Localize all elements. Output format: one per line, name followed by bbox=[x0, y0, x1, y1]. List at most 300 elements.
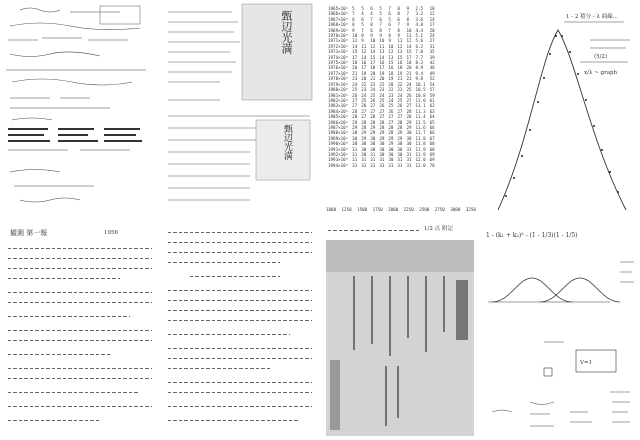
table-cell: 31 bbox=[352, 157, 358, 163]
table-cell: 25 bbox=[397, 97, 403, 103]
table-cell: 30 bbox=[388, 151, 394, 157]
table-cell: 63 bbox=[429, 108, 435, 114]
table-cell: 39 bbox=[429, 54, 435, 60]
table-cell: 30 bbox=[397, 151, 403, 157]
row-label: 1969×10³ bbox=[328, 27, 349, 33]
table-cell: 28 bbox=[379, 124, 385, 130]
table-cell: 29 bbox=[361, 130, 367, 136]
table-cell: 31 bbox=[352, 146, 358, 152]
table-cell: 16 bbox=[388, 65, 394, 71]
table-cell: 26 bbox=[388, 108, 394, 114]
table-cell: 62 bbox=[429, 103, 435, 109]
table-cell: 25 bbox=[352, 87, 358, 93]
table-cell: 11 bbox=[406, 33, 412, 39]
table-cell: 24 bbox=[429, 33, 435, 39]
table-cell: 10.8 bbox=[415, 92, 426, 98]
table-cell: 27 bbox=[352, 97, 358, 103]
table-cell: 59 bbox=[429, 92, 435, 98]
table-cell: 27 bbox=[397, 114, 403, 120]
table-cell: 5 bbox=[379, 6, 382, 11]
table-row bbox=[326, 49, 437, 54]
table-cell: 25 bbox=[361, 97, 367, 103]
table-cell: 5 bbox=[388, 16, 391, 22]
table-cell: 31 bbox=[406, 157, 412, 163]
footer-cell: 2750 bbox=[434, 207, 445, 212]
table-cell: 11.9 bbox=[415, 146, 426, 152]
table-cell: 46 bbox=[429, 65, 435, 71]
table-cell: 31 bbox=[379, 162, 385, 168]
row-label: 1974×10³ bbox=[328, 54, 349, 60]
table-cell: 20 bbox=[388, 81, 394, 87]
top-formula: 1 - (k₁ + k₂)² - (1 - 1/3)(1 - 1/5) bbox=[486, 232, 578, 239]
row-label: 1988×10³ bbox=[328, 130, 349, 136]
table-cell: 29 bbox=[397, 135, 403, 141]
boxed-label: V=1 bbox=[580, 360, 593, 366]
table-row bbox=[326, 76, 437, 81]
table-cell: 21 bbox=[370, 76, 376, 82]
row-label: 1968×10³ bbox=[328, 22, 349, 28]
table-cell: 4 bbox=[370, 11, 373, 17]
table-cell: 30 bbox=[361, 151, 367, 157]
table-cell: 31 bbox=[352, 162, 358, 168]
table-cell: 22 bbox=[388, 87, 394, 93]
table-cell: 19 bbox=[361, 70, 367, 76]
row-label: 1989×10³ bbox=[328, 135, 349, 141]
table-cell: 8 bbox=[397, 6, 400, 11]
data-table bbox=[326, 6, 437, 168]
table-cell: 27 bbox=[352, 103, 358, 109]
table-cell: 11 bbox=[379, 43, 385, 49]
letter-lines bbox=[160, 0, 320, 218]
table-cell: 23 bbox=[379, 87, 385, 93]
table-cell: 7 bbox=[361, 27, 364, 33]
table-cell: 70 bbox=[429, 162, 435, 168]
table-cell: 6 bbox=[388, 22, 391, 28]
table-cell: 7 bbox=[370, 16, 373, 22]
table-cell: 16 bbox=[397, 60, 403, 66]
table-cell: 4 bbox=[361, 11, 364, 17]
table-cell: 29 bbox=[388, 141, 394, 147]
table-cell: 15 bbox=[397, 54, 403, 60]
table-cell: 30 bbox=[370, 141, 376, 147]
table-cell: 20 bbox=[352, 65, 358, 71]
table-cell: 19 bbox=[388, 76, 394, 82]
table-cell: 11.4 bbox=[415, 114, 426, 120]
row-label: 1982×10³ bbox=[328, 97, 349, 103]
page-thumbnail-1 bbox=[0, 0, 160, 218]
table-cell: 4.0 bbox=[415, 22, 424, 28]
table-cell: 23 bbox=[370, 81, 376, 87]
table-cell: 15 bbox=[352, 49, 358, 55]
table-cell: 29 bbox=[370, 124, 376, 130]
table-cell: 9 bbox=[361, 38, 364, 44]
table-cell: 21 bbox=[397, 76, 403, 82]
table-cell: 6.2 bbox=[415, 43, 424, 49]
table-cell: 11.0 bbox=[415, 97, 426, 103]
table-cell: 28 bbox=[397, 119, 403, 125]
table-cell: 7 bbox=[397, 22, 400, 28]
row-label: 1977×10³ bbox=[328, 70, 349, 76]
table-cell: 13 bbox=[379, 49, 385, 55]
table-cell: 22 bbox=[397, 81, 403, 87]
table-cell: 5 bbox=[352, 6, 355, 11]
table-cell: 9.8 bbox=[415, 76, 424, 82]
footer-cell: 2000 bbox=[388, 207, 399, 212]
table-cell: 12 bbox=[361, 49, 367, 55]
table-cell: 9.4 bbox=[415, 70, 424, 76]
table-cell: 12 bbox=[397, 43, 403, 49]
table-cell: 6 bbox=[397, 16, 400, 22]
table-cell: 3.2 bbox=[415, 11, 424, 17]
table-cell: 9 bbox=[406, 6, 409, 11]
table-cell: 13 bbox=[397, 49, 403, 55]
footer-cell: 1250 bbox=[341, 207, 352, 212]
table-cell: 26 bbox=[352, 92, 358, 98]
table-cell: 67 bbox=[429, 135, 435, 141]
table-cell: 30 bbox=[370, 146, 376, 152]
table-cell: 8 bbox=[397, 27, 400, 33]
table-cell: 20 bbox=[429, 27, 435, 33]
table-cell: 10 bbox=[429, 6, 435, 11]
row-label: 1970×10³ bbox=[328, 33, 349, 39]
table-cell: 11.6 bbox=[415, 124, 426, 130]
table-row bbox=[326, 163, 437, 168]
table-cell: 20 bbox=[370, 70, 376, 76]
page-thumbnail-7 bbox=[320, 222, 480, 440]
table-cell: 28 bbox=[388, 130, 394, 136]
row-label: 1971×10³ bbox=[328, 38, 349, 44]
table-cell: 11 bbox=[397, 38, 403, 44]
stamp-name-col2: 甄辺光満 bbox=[282, 124, 292, 160]
table-cell: 7 bbox=[379, 22, 382, 28]
table-cell: 12.0 bbox=[415, 157, 426, 163]
table-cell: 26 bbox=[361, 103, 367, 109]
table-cell: 15 bbox=[388, 60, 394, 66]
table-cell: 22 bbox=[361, 81, 367, 87]
table-cell: 69 bbox=[429, 151, 435, 157]
table-cell: 8 bbox=[379, 27, 382, 33]
table-cell: 10 bbox=[370, 38, 376, 44]
table-cell: 30 bbox=[379, 146, 385, 152]
table-cell: 7 bbox=[352, 11, 355, 17]
table-cell: 30 bbox=[388, 146, 394, 152]
table-cell: 27 bbox=[361, 108, 367, 114]
table-row bbox=[326, 157, 437, 162]
table-cell: 30 bbox=[379, 141, 385, 147]
row-label: 1984×10³ bbox=[328, 108, 349, 114]
table-cell: 19 bbox=[397, 70, 403, 76]
footer-cell: 2250 bbox=[403, 207, 414, 212]
table-cell: 28 bbox=[352, 114, 358, 120]
table-cell: 17 bbox=[361, 65, 367, 71]
table-cell: 25 bbox=[379, 97, 385, 103]
table-cell: 31 bbox=[370, 162, 376, 168]
table-cell: 28 bbox=[370, 119, 376, 125]
table-cell: 28 bbox=[406, 114, 412, 120]
table-cell: 30 bbox=[388, 157, 394, 163]
table-cell: 8 bbox=[388, 33, 391, 39]
table-cell: 26 bbox=[379, 103, 385, 109]
table-cell: 66 bbox=[429, 130, 435, 136]
curve-annotation-1: 1 - 2 積分 - λ 曲線... bbox=[566, 14, 618, 20]
table-cell: 27 bbox=[429, 38, 435, 44]
table-cell: 21 bbox=[352, 70, 358, 76]
footer-cell: 1500 bbox=[357, 207, 368, 212]
table-cell: 27 bbox=[397, 108, 403, 114]
table-cell: 42 bbox=[429, 60, 435, 66]
table-cell: 27 bbox=[379, 114, 385, 120]
table-cell: 14 bbox=[379, 54, 385, 60]
row-label: 1975×10³ bbox=[328, 60, 349, 66]
bell-curve-plot bbox=[480, 0, 640, 218]
table-cell: 64 bbox=[429, 114, 435, 120]
table-cell: 27 bbox=[370, 103, 376, 109]
table-cell: 31 bbox=[406, 151, 412, 157]
table-cell: 7 bbox=[388, 27, 391, 33]
table-cell: 17 bbox=[370, 60, 376, 66]
table-cell: 18 bbox=[388, 70, 394, 76]
row-label: 1992×10³ bbox=[328, 151, 349, 157]
twin-curve-sketch bbox=[480, 222, 640, 440]
row-label: 1980×10³ bbox=[328, 87, 349, 93]
table-cell: 14 bbox=[406, 43, 412, 49]
table-cell: 9 bbox=[406, 22, 409, 28]
table-cell: 28 bbox=[388, 124, 394, 130]
table-cell: 18 bbox=[406, 60, 412, 66]
table-cell: 5 bbox=[361, 22, 364, 28]
table-cell: 27 bbox=[388, 114, 394, 120]
table-cell: 28 bbox=[361, 119, 367, 125]
table-row bbox=[326, 114, 437, 119]
table-cell: 11.5 bbox=[415, 119, 426, 125]
table-row bbox=[326, 130, 437, 135]
table-cell: 28 bbox=[379, 119, 385, 125]
table-cell: 27 bbox=[370, 108, 376, 114]
table-cell: 10 bbox=[352, 33, 358, 39]
row-label: 1986×10³ bbox=[328, 119, 349, 125]
table-cell: 6 bbox=[388, 11, 391, 17]
row-label: 1994×10³ bbox=[328, 162, 349, 168]
table-cell: 30 bbox=[361, 141, 367, 147]
table-cell: 12 bbox=[388, 49, 394, 55]
table-cell: 31 bbox=[388, 162, 394, 168]
curve-annotation-3: x/λ ~ graph bbox=[584, 70, 618, 76]
table-cell: 30 bbox=[370, 135, 376, 141]
table-cell: 29 bbox=[379, 135, 385, 141]
table-cell: 17 bbox=[379, 65, 385, 71]
table-cell: 26 bbox=[370, 97, 376, 103]
table-cell: 29 bbox=[406, 119, 412, 125]
table-cell: 30 bbox=[352, 135, 358, 141]
page-right-title: 1/2 点 附記 bbox=[424, 226, 453, 232]
table-cell: 6 bbox=[361, 16, 364, 22]
table-cell: 6 bbox=[370, 27, 373, 33]
table-cell: 49 bbox=[429, 70, 435, 76]
table-cell: 12 bbox=[370, 43, 376, 49]
table-cell: 30 bbox=[406, 141, 412, 147]
row-label: 1976×10³ bbox=[328, 65, 349, 71]
table-cell: 26 bbox=[397, 103, 403, 109]
table-cell: 29 bbox=[397, 130, 403, 136]
table-cell: 7 bbox=[388, 6, 391, 11]
row-label: 1990×10³ bbox=[328, 141, 349, 147]
table-cell: 27 bbox=[361, 114, 367, 120]
table-cell: 11.9 bbox=[415, 151, 426, 157]
table-cell: 12 bbox=[429, 11, 435, 17]
table-cell: 68 bbox=[429, 141, 435, 147]
table-cell: 8 bbox=[406, 16, 409, 22]
table-cell: 54 bbox=[429, 81, 435, 87]
table-cell: 30 bbox=[379, 151, 385, 157]
table-cell: 12 bbox=[406, 38, 412, 44]
table-cell: 31 bbox=[370, 157, 376, 163]
table-cell: 24 bbox=[361, 92, 367, 98]
row-label: 1979×10³ bbox=[328, 81, 349, 87]
row-label: 1987×10³ bbox=[328, 124, 349, 130]
table-cell: 7 bbox=[406, 11, 409, 17]
page-title: 観測 第一報 bbox=[10, 229, 48, 237]
page-thumbnail-2 bbox=[160, 0, 320, 218]
table-row bbox=[326, 87, 437, 92]
table-cell: 35 bbox=[429, 49, 435, 55]
row-label: 1993×10³ bbox=[328, 157, 349, 163]
table-cell: 23 bbox=[388, 92, 394, 98]
table-cell: 25 bbox=[388, 103, 394, 109]
table-cell: 12 bbox=[352, 38, 358, 44]
row-label: 1981×10³ bbox=[328, 92, 349, 98]
table-cell: 14 bbox=[429, 16, 435, 22]
row-label: 1991×10³ bbox=[328, 146, 349, 152]
table-cell: 9 bbox=[379, 33, 382, 39]
table-cell: 7.0 bbox=[415, 49, 424, 55]
footer-cell: 3000 bbox=[450, 207, 461, 212]
table-cell: 20 bbox=[379, 76, 385, 82]
document-texture bbox=[326, 240, 474, 436]
table-cell: 2.5 bbox=[415, 6, 424, 11]
table-cell: 10.1 bbox=[415, 81, 426, 87]
table-cell: 9 bbox=[352, 27, 355, 33]
table-cell: 57 bbox=[429, 87, 435, 93]
table-cell: 29 bbox=[406, 124, 412, 130]
page-thumbnail-3 bbox=[320, 0, 480, 218]
table-cell: 31 bbox=[352, 151, 358, 157]
table-cell: 68 bbox=[429, 146, 435, 152]
table-cell: 23 bbox=[397, 87, 403, 93]
table-cell: 31 bbox=[370, 151, 376, 157]
table-cell: 31 bbox=[406, 162, 412, 168]
table-cell: 14 bbox=[370, 49, 376, 55]
table-cell: 24 bbox=[388, 97, 394, 103]
table-cell: 10 bbox=[388, 43, 394, 49]
table-cell: 30 bbox=[397, 146, 403, 152]
table-cell: 10 bbox=[379, 38, 385, 44]
row-label: 1966×10³ bbox=[328, 11, 349, 17]
table-cell: 10 bbox=[406, 27, 412, 33]
table-cell: 6 bbox=[370, 6, 373, 11]
stamp-name-col1: 甄辺光満 bbox=[280, 10, 293, 54]
footer-cell: 1000 bbox=[326, 207, 337, 212]
table-cell: 30 bbox=[352, 141, 358, 147]
row-label: 1983×10³ bbox=[328, 103, 349, 109]
footer-cell: 3250 bbox=[465, 207, 476, 212]
table-cell: 29 bbox=[352, 119, 358, 125]
table-cell: 14 bbox=[352, 43, 358, 49]
table-cell: 5 bbox=[361, 6, 364, 11]
table-cell: 23 bbox=[406, 76, 412, 82]
page-thumbnail-5 bbox=[0, 222, 160, 440]
table-cell: 24 bbox=[379, 92, 385, 98]
table-row bbox=[326, 22, 437, 27]
table-cell: 24 bbox=[352, 81, 358, 87]
table-cell: 28 bbox=[361, 124, 367, 130]
footer-cell: 2500 bbox=[419, 207, 430, 212]
table-cell: 24 bbox=[397, 92, 403, 98]
table-cell: 22 bbox=[379, 81, 385, 87]
table-cell: 66 bbox=[429, 124, 435, 130]
table-cell: 61 bbox=[429, 97, 435, 103]
table-cell: 17 bbox=[406, 54, 412, 60]
table-cell: 5.1 bbox=[415, 33, 424, 39]
table-cell: 5 bbox=[379, 11, 382, 17]
table-cell: 29 bbox=[361, 135, 367, 141]
table-cell: 30 bbox=[352, 130, 358, 136]
table-cell: 15 bbox=[406, 49, 412, 55]
table-cell: 7.7 bbox=[415, 54, 424, 60]
page-thumbnail-6 bbox=[160, 222, 320, 440]
table-cell: 30 bbox=[397, 141, 403, 147]
row-label: 1967×10³ bbox=[328, 16, 349, 22]
table-cell: 19 bbox=[379, 70, 385, 76]
table-cell: 9 bbox=[388, 38, 391, 44]
table-cell: 8.9 bbox=[415, 65, 424, 71]
table-cell: 18 bbox=[352, 60, 358, 66]
table-cell: 31 bbox=[379, 157, 385, 163]
page-thumbnail-4 bbox=[480, 0, 640, 218]
table-cell: 11.7 bbox=[415, 130, 426, 136]
table-cell: 65 bbox=[429, 119, 435, 125]
table-cell: 5.6 bbox=[415, 38, 424, 44]
table-cell: 8 bbox=[370, 22, 373, 28]
table-cell: 30 bbox=[361, 146, 367, 152]
footer-cell: 1750 bbox=[372, 207, 383, 212]
table-cell: 3.6 bbox=[415, 16, 424, 22]
table-cell: 17 bbox=[352, 54, 358, 60]
table-cell: 28 bbox=[370, 114, 376, 120]
table-cell: 25 bbox=[370, 92, 376, 98]
page-thumbnail-8 bbox=[480, 222, 640, 440]
table-cell: 18 bbox=[397, 65, 403, 71]
row-label: 1985×10³ bbox=[328, 114, 349, 120]
table-cell: 18 bbox=[370, 65, 376, 71]
table-cell: 29 bbox=[379, 130, 385, 136]
table-cell: 30 bbox=[406, 135, 412, 141]
table-cell: 31 bbox=[361, 162, 367, 168]
table-cell: 11.8 bbox=[415, 141, 426, 147]
table-cell: 21 bbox=[406, 70, 412, 76]
table-cell: 8 bbox=[397, 11, 400, 17]
table-footer-row bbox=[326, 207, 476, 212]
table-cell: 52 bbox=[429, 76, 435, 82]
table-cell: 28 bbox=[406, 108, 412, 114]
table-cell: 17 bbox=[429, 22, 435, 28]
table-cell: 6 bbox=[352, 16, 355, 22]
table-cell: 15 bbox=[370, 54, 376, 60]
table-cell: 31 bbox=[429, 43, 435, 49]
table-cell: 8 bbox=[361, 33, 364, 39]
table-cell: 30 bbox=[406, 130, 412, 136]
table-cell: 24 bbox=[370, 87, 376, 93]
table-cell: 24 bbox=[406, 81, 412, 87]
